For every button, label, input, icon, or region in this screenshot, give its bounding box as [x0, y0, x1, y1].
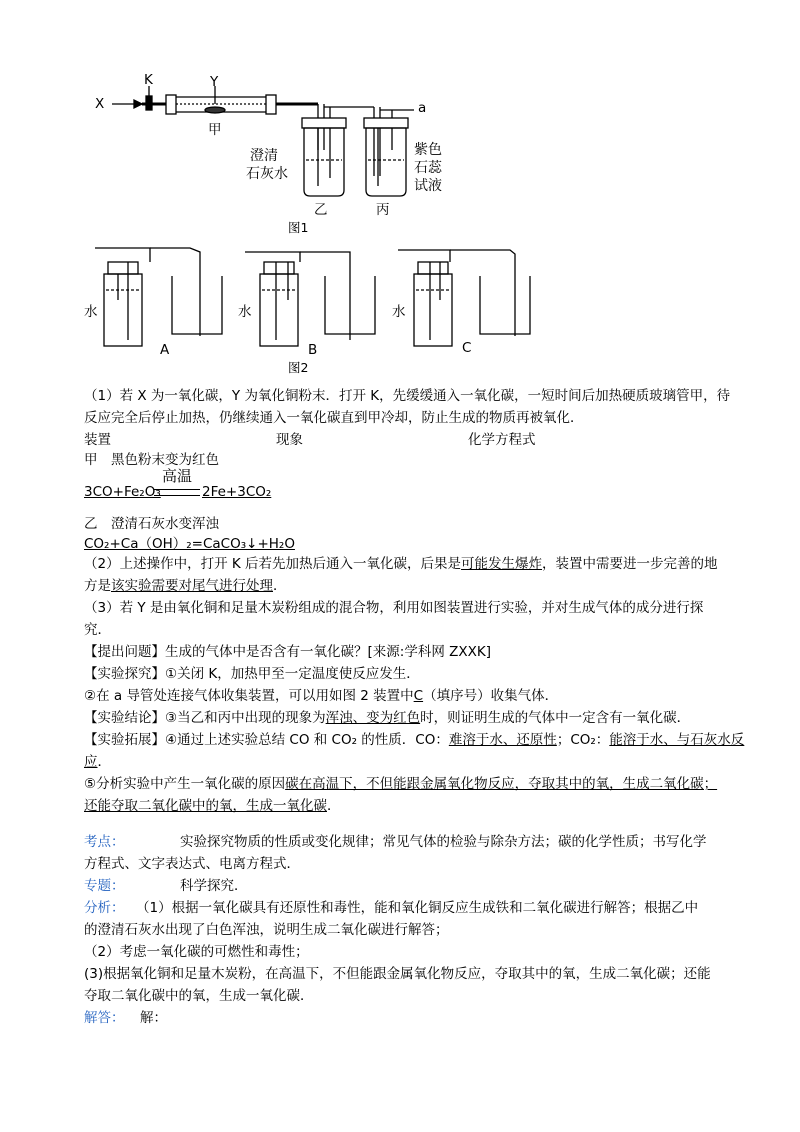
label-k: K: [144, 72, 153, 88]
label-a: a: [418, 100, 427, 116]
q1-line1: （1）若 X 为一氧化碳，Y 为氧化铜粉末．打开 K，先缓缓通入一氧化碳，一短时间后加热硬质玻璃管甲，待: [84, 388, 731, 404]
q3-line1: （3）若 Y 是由氧化铜和足量木炭粉组成的混合物，利用如图装置进行实验，并对生成气体的成分进行探: [84, 600, 704, 616]
q3-extension-cont: 应．: [84, 754, 111, 770]
label-water-c: 水: [392, 304, 406, 320]
label-setup-a: A: [160, 342, 170, 358]
q3-answer-phenomenon: 浑浊、变为红色: [325, 710, 421, 726]
label-x: X: [95, 96, 105, 112]
label-limewater-1: 澄清: [250, 148, 278, 164]
fenxi-text-3: （2）考虑一氧化碳的可燃性和毒性；: [84, 944, 309, 960]
kaodian-label: 考点：: [84, 834, 125, 850]
label-setup-c: C: [462, 340, 472, 356]
q2-answer2: 该实验需要对尾气进行处理: [111, 578, 273, 594]
eq1-condition: 高温: [162, 467, 193, 485]
eq1-left: 3CO+Fe₂O₃: [84, 484, 161, 500]
label-litmus-3: 试液: [414, 178, 442, 194]
fenxi-label: 分析：: [84, 900, 125, 916]
row-yi: 乙 澄清石灰水变浑浊: [84, 516, 219, 532]
q3-extension: 【实验拓展】④通过上述实验总结 CO 和 CO₂ 的性质．CO：难溶于水、还原性；CO₂：能溶于水、与石灰水反: [84, 732, 745, 748]
label-y: Y: [210, 74, 219, 90]
label-yi: 乙: [314, 202, 328, 218]
fenxi-text-1: （1）根据一氧化碳具有还原性和毒性，能和氧化铜反应生成铁和二氧化碳进行解答；根据乙中: [136, 900, 699, 916]
q3-answer-c: C: [413, 688, 424, 704]
figure2-apparatus: [95, 248, 530, 346]
eq1-right: 2Fe+3CO₂: [202, 484, 272, 500]
header-equation: 化学方程式: [468, 432, 536, 448]
q3-explore: 【实验探究】①关闭 K，加热甲至一定温度使反应发生．: [84, 666, 420, 682]
q3-reason-cont: 还能夺取二氧化碳中的氧，生成一氧化碳．: [84, 798, 341, 814]
label-litmus-2: 石蕊: [414, 160, 442, 176]
kaodian-text-2: 方程式、文字表达式、电离方程式．: [84, 856, 300, 872]
q3-line2: 究．: [84, 622, 111, 638]
label-water-b: 水: [238, 304, 252, 320]
header-device: 装置: [84, 432, 111, 448]
label-limewater-2: 石灰水: [246, 166, 288, 182]
q2-line2: 方是该实验需要对尾气进行处理．: [84, 578, 287, 594]
label-jia: 甲: [208, 122, 222, 138]
figure1-caption: 图1: [288, 220, 309, 235]
q2-line1: （2）上述操作中，打开 K 后若先加热后通入一氧化碳，后果是可能发生爆炸，装置中需要进一步完善的地: [84, 556, 718, 572]
jieda-label: 解答：: [84, 1010, 125, 1026]
zhuanti-text: 科学探究．: [180, 878, 248, 894]
jieda-text: 解：: [140, 1010, 167, 1026]
label-bing: 丙: [376, 202, 390, 218]
q1-line2: 反应完全后停止加热，仍继续通入一氧化碳直到甲冷却，防止生成的物质再被氧化．: [84, 410, 584, 426]
kaodian-text-1: 实验探究物质的性质或变化规律；常见气体的检验与除杂方法；碳的化学性质；书写化学: [180, 834, 707, 850]
header-phenomenon: 现象: [276, 432, 303, 448]
label-setup-b: B: [308, 342, 318, 358]
q3-answer-co: 难溶于水、还原性: [448, 732, 557, 748]
q3-collect: ②在 a 导管处连接气体收集装置，可以用如图 2 装置中C（填序号）收集气体．: [84, 688, 559, 704]
q3-question: 【提出问题】生成的气体中是否含有一氧化碳？[来源:学科网 ZXXK]: [84, 644, 491, 660]
label-litmus-1: 紫色: [414, 142, 442, 158]
fenxi-text-4: (3)根据氧化铜和足量木炭粉，在高温下，不但能跟金属氧化物反应，夺取其中的氧，生成二氧化碳；还能: [84, 966, 711, 982]
label-water-a: 水: [84, 304, 98, 320]
q3-answer-co2: 能溶于水、与石灰水反: [609, 732, 745, 748]
eq2: CO₂+Ca（OH）₂=CaCO₃↓+H₂O: [84, 536, 295, 552]
q2-answer1: 可能发生爆炸: [461, 556, 543, 572]
zhuanti-label: 专题：: [84, 878, 125, 894]
fenxi-text-5: 夺取二氧化碳中的氧，生成一氧化碳．: [84, 988, 314, 1004]
figure2-caption: 图2: [288, 360, 309, 375]
fenxi-text-2: 的澄清石灰水出现了白色浑浊，说明生成二氧化碳进行解答；: [84, 922, 449, 938]
experiment-figures: [0, 0, 800, 380]
q3-reason: ⑤分析实验中产生一氧化碳的原因碳在高温下，不但能跟金属氧化物反应，夺取其中的氧，生成二氧化碳；: [84, 776, 718, 792]
eq1-equals: [154, 489, 200, 496]
q3-answer-reason: 碳在高温下，不但能跟金属氧化物反应，夺取其中的氧，生成二氧化碳；: [285, 776, 718, 792]
q3-conclusion: 【实验结论】③当乙和丙中出现的现象为浑浊、变为红色时，则证明生成的气体中一定含有一氧化碳．: [84, 710, 691, 726]
row-jia: 甲 黑色粉末变为红色: [84, 452, 219, 468]
